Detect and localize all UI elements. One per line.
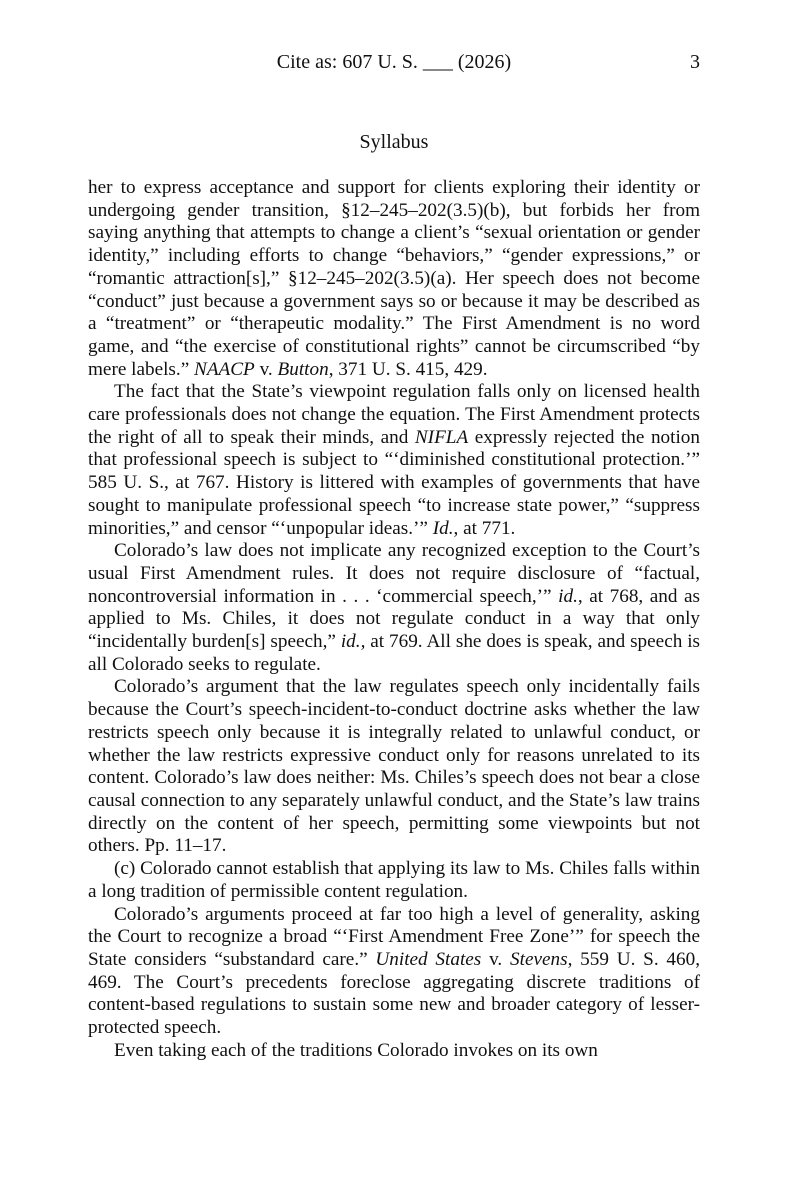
- paragraph-text: v.: [481, 948, 511, 970]
- paragraph-text: v.: [254, 358, 278, 380]
- body-paragraph: [88, 1040, 700, 1063]
- paragraph-text: , 371 U. S. 415, 429.: [328, 358, 488, 380]
- paragraph-text: , at 768, and as applied to Ms. Chiles, it does not regulate conduct in a way that only “incidentally burden[s] speech,”: [88, 585, 700, 653]
- paragraph-text: Colorado’s law does not implicate any recognized exception to the Court’s usual First Amendment rules. It does not require disclosure of “factual, noncontroversial information in . . . ‘commercial speech,’”: [88, 540, 700, 607]
- paragraph-text: , at 771.: [453, 517, 516, 539]
- syllabus-body: [88, 177, 700, 1062]
- body-paragraph: [88, 676, 700, 858]
- body-paragraph: [88, 177, 700, 381]
- italic-citation: id.: [558, 585, 578, 607]
- paragraph-text: The fact that the State’s viewpoint regulation falls only on licensed health care professionals does not change the equation. The First Amendment protects the right of all to speak their minds, and: [88, 381, 700, 448]
- paragraph-text: at 769. All she does is speak, and speech is all Colorado seeks to regulate.: [88, 631, 700, 675]
- paragraph-text: Colorado’s argument that the law regulates speech only incidentally fails because the Court’s speech-incident-to-conduct doctrine asks whether the law restricts speech only because it is integrally related to unlawful conduct, or whether the law restricts expressive conduct only for reasons unrelated to its content. Colorado’s law does neither: Ms. Chiles’s speech does not bear a close causal connection to any separately unlawful conduct, and the State’s law trains directly on the content of her speech, permitting some viewpoints but not others. Pp. 11–17.: [88, 676, 700, 857]
- paragraph-text: expressly rejected the notion that professional speech is subject to “‘diminished constitutional protection.’” 585 U. S., at 767. History is littered with examples of governments that have sought to manipulate professional speech “to increase state power,” “suppress minorities,” and censor “‘unpopular ideas.’”: [88, 426, 700, 539]
- body-paragraph: [88, 381, 700, 540]
- section-title: Syllabus: [359, 131, 429, 153]
- body-paragraph: [88, 904, 700, 1040]
- italic-citation: NAACP: [194, 358, 255, 380]
- paragraph-text: her to express acceptance and support for clients exploring their identity or undergoing gender transition, §12–245–202(3.5)(b), but forbids her from saying anything that attempts to change a client’s “sexual orientation or gender identity,” including efforts to change “behaviors,” “gender expressions,” or “romantic attraction[s],” §12–245–202(3.5)(a). Her speech does not become “conduct” just because a government says so or because it may be described as a “treatment” or “therapeutic modality.” The First Amendment is no word game, and “the exercise of constitutional rights” cannot be circumscribed “by mere labels.”: [88, 177, 700, 380]
- italic-citation: Id.: [432, 517, 454, 539]
- italic-citation: United States: [375, 948, 482, 970]
- page-number: 3: [690, 51, 700, 73]
- italic-citation: NIFLA: [414, 426, 469, 448]
- italic-citation: Stevens: [510, 948, 568, 970]
- paragraph-text: Colorado’s arguments proceed at far too high a level of generality, asking the Court to recognize a broad “‘First Amendment Free Zone’” for speech the State considers “substandard care.”: [88, 903, 700, 970]
- running-header: [88, 51, 700, 81]
- body-paragraph: [88, 858, 700, 903]
- paragraph-text: , 559 U. S. 460, 469. The Court’s precedents foreclose aggregating discrete traditions of content-based regulations to sustain some new and broader category of lesser-protected speech.: [88, 948, 700, 1039]
- italic-citation: Button: [277, 358, 329, 380]
- paragraph-text: Even taking each of the traditions Colorado invokes on its own: [114, 1039, 598, 1061]
- italic-citation: id.,: [340, 631, 366, 653]
- paragraph-text: (c) Colorado cannot establish that applying its law to Ms. Chiles falls within a long tradition of permissible content regulation.: [88, 858, 700, 902]
- body-paragraph: [88, 540, 700, 676]
- citation-header: Cite as: 607 U. S. ___ (2026): [276, 51, 512, 73]
